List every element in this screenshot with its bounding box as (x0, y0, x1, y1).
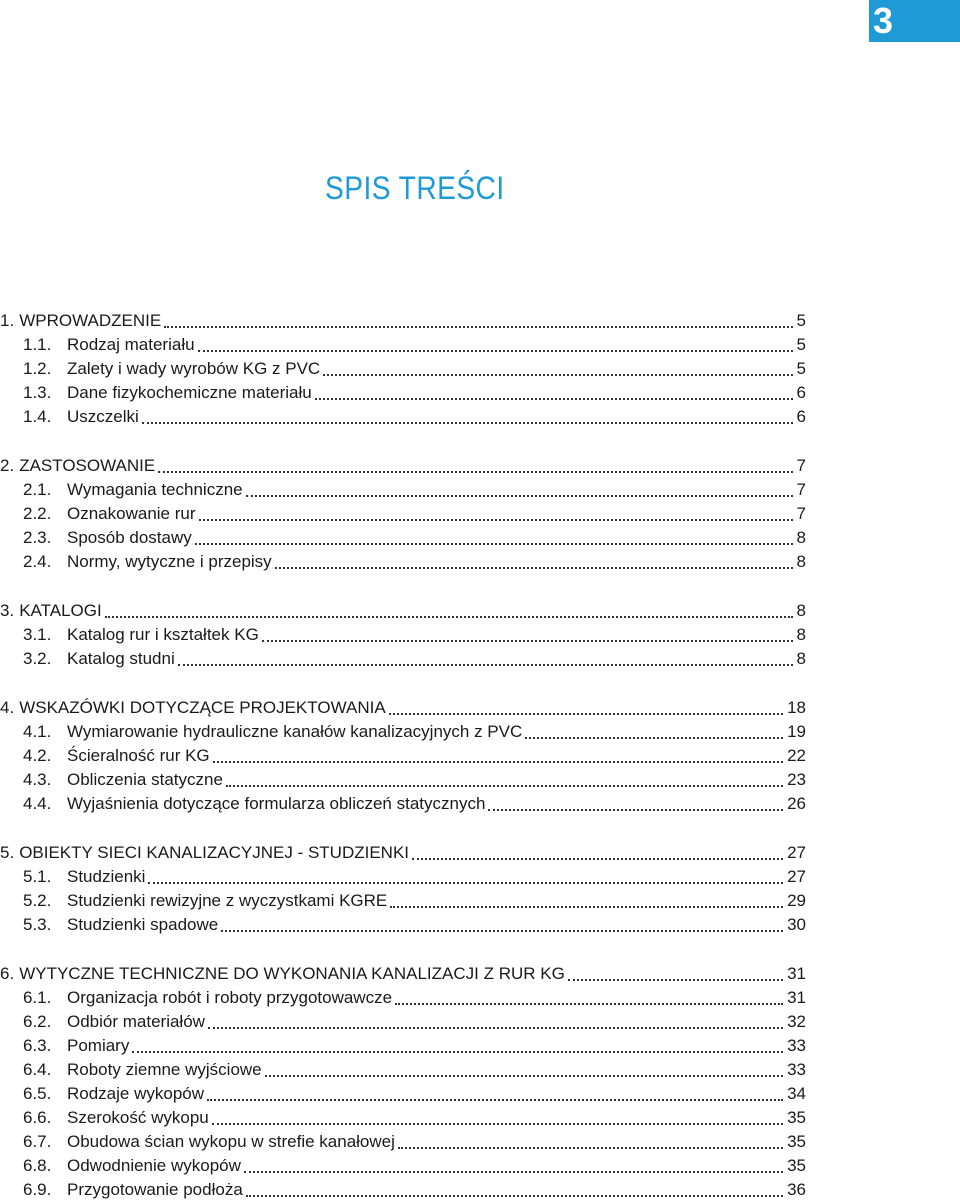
toc-entry[interactable] (0, 359, 806, 382)
toc-entry-page: 33 (787, 1060, 806, 1079)
toc-entry[interactable] (0, 1108, 806, 1131)
toc-entry[interactable] (0, 504, 806, 527)
toc-entry-label: KATALOGI (19, 601, 102, 620)
toc-entry[interactable] (0, 722, 806, 745)
toc-entry-number: 4.4. (23, 794, 52, 813)
toc-entry[interactable] (0, 311, 806, 334)
toc-entry-page: 33 (787, 1036, 806, 1055)
dot-leader (275, 567, 793, 569)
toc-entry-number: 6.9. (23, 1180, 52, 1199)
toc-entry-number: 6.8. (23, 1156, 52, 1175)
toc-entry-page: 30 (787, 915, 806, 934)
toc-entry[interactable] (0, 456, 806, 479)
toc-entry-number: 2. (0, 456, 15, 475)
dot-leader (525, 737, 783, 739)
toc-entry-label: Rodzaj materiału (67, 335, 195, 354)
toc-entry-number: 6.7. (23, 1132, 52, 1151)
toc-entry[interactable] (0, 1060, 806, 1083)
toc-entry-page: 23 (787, 770, 806, 789)
toc-entry-number: 5.1. (23, 867, 52, 886)
toc-entry[interactable] (0, 335, 806, 358)
dot-leader (142, 422, 793, 424)
toc-entry-page: 26 (787, 794, 806, 813)
dot-leader (207, 1099, 783, 1101)
toc-entry-label: Ścieralność rur KG (67, 746, 210, 765)
toc-entry-page: 7 (796, 480, 806, 499)
dot-leader (398, 1147, 783, 1149)
toc-entry-number: 6.3. (23, 1036, 52, 1055)
toc-entry-number: 2.3. (23, 528, 52, 547)
toc-entry-page: 32 (787, 1012, 806, 1031)
toc-entry-label: Normy, wytyczne i przepisy (67, 552, 272, 571)
toc-entry-label: Zalety i wady wyrobów KG z PVC (67, 359, 321, 378)
toc-entry[interactable] (0, 1084, 806, 1107)
toc-entry-label: Rodzaje wykopów (67, 1084, 205, 1103)
dot-leader (105, 616, 793, 618)
toc-entry-label: Oznakowanie rur (67, 504, 196, 523)
dot-leader (244, 1171, 783, 1173)
page-title: SPIS TREŚCI (325, 170, 505, 206)
toc-entry-page: 35 (787, 1132, 806, 1151)
toc-entry-page: 7 (796, 504, 806, 523)
toc-entry-page: 8 (796, 649, 806, 668)
toc-entry[interactable] (0, 891, 806, 914)
toc-entry-number: 6.4. (23, 1060, 52, 1079)
toc-entry[interactable] (0, 1180, 806, 1203)
toc-entry-page: 6 (796, 383, 806, 402)
dot-leader (246, 495, 793, 497)
toc-entry-label: Obliczenia statyczne (67, 770, 223, 789)
toc-entry-page: 19 (787, 722, 806, 741)
toc-entry-label: Przygotowanie podłoża (67, 1180, 243, 1199)
toc-entry-number: 1. (0, 311, 15, 330)
toc-entry[interactable] (0, 407, 806, 430)
toc-entry-page: 5 (796, 359, 806, 378)
dot-leader (199, 519, 793, 521)
dot-leader (158, 471, 792, 473)
toc-entry-number: 6.6. (23, 1108, 52, 1127)
dot-leader (208, 1027, 783, 1029)
toc-entry[interactable] (0, 915, 806, 938)
toc-entry-label: Wyjaśnienia dotyczące formularza obliczeń statycznych (67, 794, 486, 813)
toc-entry-number: 2.4. (23, 552, 52, 571)
toc-entry-page: 7 (796, 456, 806, 475)
dot-leader (315, 398, 793, 400)
toc-entry-page: 27 (787, 867, 806, 886)
dot-leader (323, 374, 792, 376)
dot-leader (488, 809, 783, 811)
toc-entry-number: 4.2. (23, 746, 52, 765)
toc-entry[interactable] (0, 698, 806, 721)
toc-entry-page: 8 (796, 625, 806, 644)
toc-entry[interactable] (0, 1012, 806, 1035)
toc-entry-number: 2.1. (23, 480, 52, 499)
toc-entry-label: WPROWADZENIE (19, 311, 162, 330)
toc-entry-label: Uszczelki (67, 407, 139, 426)
toc-entry-label: Dane fizykochemiczne materiału (67, 383, 312, 402)
toc-entry-label: Odbiór materiałów (67, 1012, 205, 1031)
toc-entry[interactable] (0, 746, 806, 769)
dot-leader (221, 930, 783, 932)
toc-entry[interactable] (0, 867, 806, 890)
dot-leader (148, 882, 783, 884)
toc-entry-page: 27 (787, 843, 806, 862)
toc-entry-number: 6. (0, 964, 15, 983)
toc-entry-page: 8 (796, 552, 806, 571)
toc-entry-label: Katalog studni (67, 649, 175, 668)
dot-leader (178, 664, 793, 666)
toc-entry[interactable] (0, 1132, 806, 1155)
dot-leader (568, 979, 783, 981)
toc-entry-page: 29 (787, 891, 806, 910)
toc-entry-label: Sposób dostawy (67, 528, 192, 547)
toc-entry-page: 35 (787, 1108, 806, 1127)
toc-entry[interactable] (0, 601, 806, 624)
toc-entry-label: Studzienki (67, 867, 146, 886)
toc-entry-number: 1.3. (23, 383, 52, 402)
toc-entry-number: 6.1. (23, 988, 52, 1007)
toc-entry-page: 5 (796, 335, 806, 354)
dot-leader (213, 761, 783, 763)
toc-entry[interactable] (0, 1036, 806, 1059)
toc-entry-number: 1.2. (23, 359, 52, 378)
toc-entry-number: 5.3. (23, 915, 52, 934)
toc-entry-page: 35 (787, 1156, 806, 1175)
toc-entry-label: Organizacja robót i roboty przygotowawcze (67, 988, 393, 1007)
toc-entry-label: Katalog rur i kształtek KG (67, 625, 259, 644)
toc-entry-page: 18 (787, 698, 806, 717)
toc-entry-label: Roboty ziemne wyjściowe (67, 1060, 262, 1079)
toc-entry[interactable] (0, 383, 806, 406)
toc-entry-number: 6.2. (23, 1012, 52, 1031)
toc-entry-label: Odwodnienie wykopów (67, 1156, 241, 1175)
dot-leader (246, 1195, 783, 1197)
dot-leader (390, 906, 783, 908)
toc-entry-number: 4. (0, 698, 15, 717)
toc-entry-label: Studzienki spadowe (67, 915, 219, 934)
toc-entry-label: Wymiarowanie hydrauliczne kanałów kanalizacyjnych z PVC (67, 722, 523, 741)
toc-entry[interactable] (0, 988, 806, 1011)
toc-entry-number: 2.2. (23, 504, 52, 523)
toc-entry-number: 6.5. (23, 1084, 52, 1103)
toc-entry-page: 31 (787, 964, 806, 983)
dot-leader (395, 1003, 783, 1005)
toc-entry[interactable] (0, 843, 806, 866)
toc-entry[interactable] (0, 964, 806, 987)
toc-entry-number: 1.1. (23, 335, 52, 354)
dot-leader (265, 1075, 783, 1077)
toc-entry[interactable] (0, 480, 806, 503)
toc-entry[interactable] (0, 1156, 806, 1179)
toc-entry[interactable] (0, 552, 806, 575)
toc-entry-label: WSKAZÓWKI DOTYCZĄCE PROJEKTOWANIA (19, 698, 386, 717)
dot-leader (132, 1051, 783, 1053)
toc-entry-label: OBIEKTY SIECI KANALIZACYJNEJ - STUDZIENKI (19, 843, 410, 862)
toc-entry-label: Wymagania techniczne (67, 480, 243, 499)
toc-entry-label: Pomiary (67, 1036, 130, 1055)
toc-entry-label: ZASTOSOWANIE (19, 456, 156, 475)
dot-leader (226, 785, 783, 787)
dot-leader (212, 1123, 783, 1125)
toc-entry-number: 3. (0, 601, 15, 620)
dot-leader (198, 350, 793, 352)
toc-entry-label: Szerokość wykopu (67, 1108, 209, 1127)
toc-entry-page: 6 (796, 407, 806, 426)
toc-entry-number: 5.2. (23, 891, 52, 910)
toc-entry[interactable] (0, 770, 806, 793)
toc-entry-page: 5 (796, 311, 806, 330)
toc-entry-page: 34 (787, 1084, 806, 1103)
toc-entry-number: 3.2. (23, 649, 52, 668)
dot-leader (389, 713, 783, 715)
dot-leader (195, 543, 793, 545)
toc-entry-number: 5. (0, 843, 15, 862)
toc-entry-page: 8 (796, 528, 806, 547)
toc-entry-page: 8 (796, 601, 806, 620)
toc-entry-number: 4.1. (23, 722, 52, 741)
dot-leader (412, 858, 783, 860)
toc-entry[interactable] (0, 794, 806, 817)
toc-entry-label: WYTYCZNE TECHNICZNE DO WYKONANIA KANALIZACJI Z RUR KG (19, 964, 565, 983)
toc-entry-number: 1.4. (23, 407, 52, 426)
toc-entry-number: 3.1. (23, 625, 52, 644)
toc-entry-page: 22 (787, 746, 806, 765)
toc-entry[interactable] (0, 528, 806, 551)
dot-leader (164, 326, 792, 328)
toc-entry[interactable] (0, 625, 806, 648)
page-number-badge: 3 (869, 0, 960, 42)
toc-entry-page: 36 (787, 1180, 806, 1199)
toc-entry-page: 31 (787, 988, 806, 1007)
toc-entry-number: 4.3. (23, 770, 52, 789)
dot-leader (262, 640, 793, 642)
toc-entry-label: Studzienki rewizyjne z wyczystkami KGRE (67, 891, 388, 910)
toc-entry[interactable] (0, 649, 806, 672)
toc-entry-label: Obudowa ścian wykopu w strefie kanałowej (67, 1132, 395, 1151)
